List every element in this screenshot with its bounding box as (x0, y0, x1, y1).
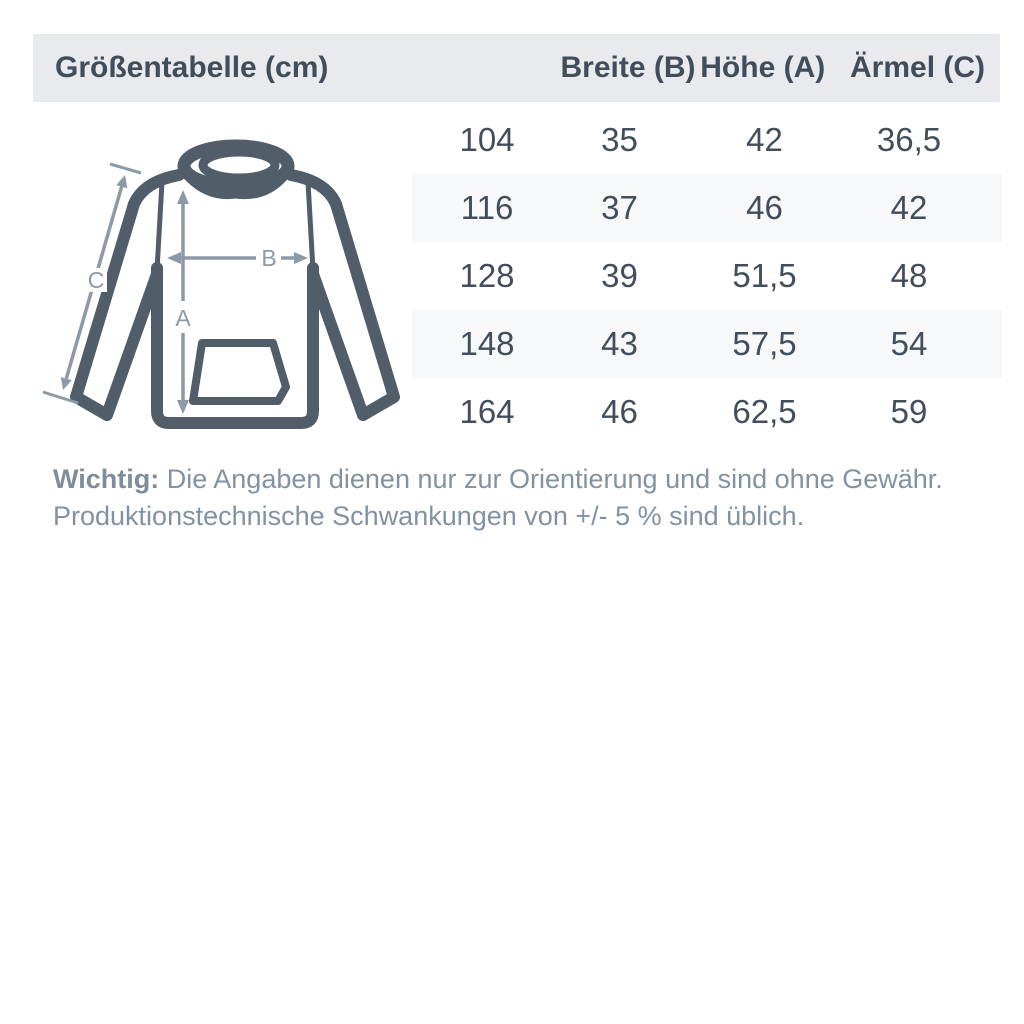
table-row (412, 310, 1002, 378)
size-cell: 104 (459, 121, 515, 158)
hood-inner-ring (203, 152, 275, 178)
hoehe-cell: 51,5 (732, 257, 797, 294)
hoehe-cell: 62,5 (732, 393, 797, 430)
hoehe-cell: 57,5 (732, 325, 797, 362)
arrowhead-a-top (177, 190, 189, 204)
aermel-cell: 48 (890, 257, 928, 294)
size-cell: 164 (459, 393, 515, 430)
page-title: Größentabelle (cm) (55, 51, 329, 84)
hoehe-cell: 46 (746, 189, 783, 226)
size-cell: 128 (459, 257, 515, 294)
armhole-seam-right (308, 182, 313, 270)
measure-label-b: B (261, 245, 277, 271)
table-row (412, 242, 1002, 310)
column-header-breite: Breite (B) (560, 51, 696, 84)
table-row (412, 378, 1002, 446)
table-header (33, 34, 1000, 102)
hoodie-diagram (40, 120, 420, 440)
arrowhead-a-bottom (177, 400, 189, 414)
hoodie-pocket (193, 343, 286, 401)
breite-cell: 37 (601, 189, 638, 226)
breite-cell: 35 (601, 121, 638, 158)
size-table (412, 106, 1002, 446)
aermel-cell: 59 (890, 393, 928, 430)
arrowhead-b-left (167, 252, 181, 264)
size-cell: 148 (459, 325, 515, 362)
breite-cell: 43 (601, 325, 638, 362)
aermel-cell: 54 (890, 325, 928, 362)
measure-label-a: A (175, 305, 191, 331)
armhole-seam-left (157, 182, 162, 270)
table-row (412, 106, 1002, 174)
hoodie-sleeve-right (291, 175, 394, 415)
measure-label-c: C (87, 267, 105, 293)
column-header-aermel: Ärmel (C) (850, 51, 986, 84)
arrowhead-b-right (294, 252, 308, 264)
disclaimer-label: Wichtig: (53, 464, 160, 494)
aermel-cell: 42 (890, 189, 928, 226)
aermel-cell: 36,5 (876, 121, 942, 158)
breite-cell: 46 (601, 393, 638, 430)
size-cell: 116 (460, 189, 514, 226)
disclaimer-note (53, 461, 983, 535)
table-row (412, 174, 1002, 242)
disclaimer-line1: Die Angaben dienen nur zur Orientierung und sind ohne Gewähr. (166, 464, 943, 494)
breite-cell: 39 (601, 257, 638, 294)
arrowhead-c-bottom (61, 377, 72, 390)
measure-tick-c-top (110, 164, 141, 173)
hoehe-cell: 42 (746, 121, 783, 158)
disclaimer-line2: Produktionstechnische Schwankungen von +/- 5 % sind üblich. (53, 501, 805, 531)
column-header-hoehe: Höhe (A) (700, 51, 826, 84)
arrowhead-c-top (116, 175, 127, 188)
